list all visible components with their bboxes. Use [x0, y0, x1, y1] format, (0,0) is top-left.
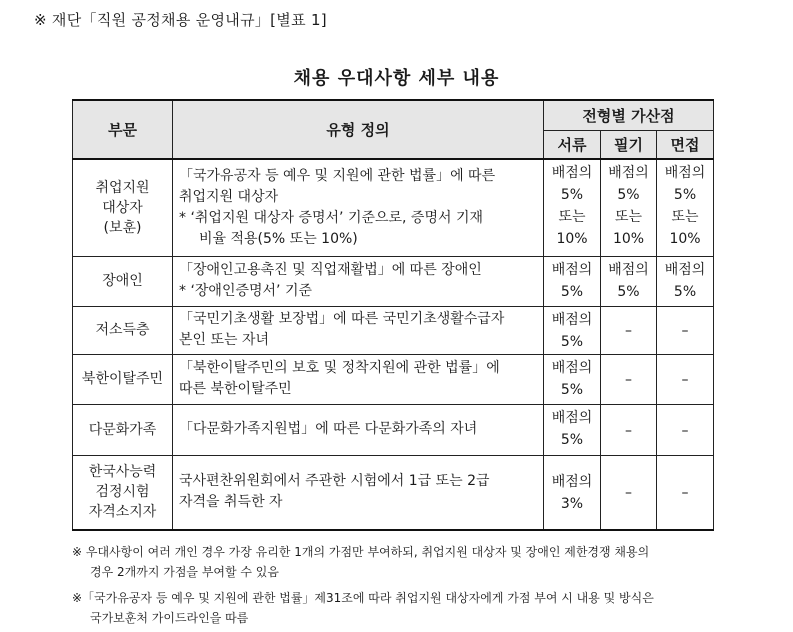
- doc-score-cell: 배점의 5% 또는 10%: [544, 159, 601, 256]
- doc-score-cell: 배점의 5%: [544, 354, 601, 404]
- interview-score-cell: –: [657, 404, 714, 455]
- table-row: [73, 455, 714, 530]
- written-score-cell: 배점의 5%: [601, 256, 657, 306]
- written-score-cell: 배점의 5% 또는 10%: [601, 159, 657, 256]
- footnote: ※「국가유공자 등 예우 및 지원에 관한 법률」제31조에 따라 취업지원 대상자에게 가점 부여 시 내용 및 방식은 국가보훈처 가이드라인을 따름: [72, 591, 654, 625]
- footnote: ※ 우대사항이 여러 개인 경우 가장 유리한 1개의 가점만 부여하되, 취업지원 대상자 및 장애인 제한경쟁 채용의 경우 2개까지 가점을 부여할 수 있음: [72, 545, 650, 579]
- category-cell: 다문화가족: [73, 404, 173, 455]
- interview-score-cell: –: [657, 455, 714, 530]
- page-title: 채용 우대사항 세부 내용: [293, 68, 500, 89]
- definition-cell: 「다문화가족지원법」에 따른 다문화가족의 자녀: [173, 404, 544, 455]
- header-bonus-group: 전형별 가산점: [544, 100, 714, 130]
- table-row: [73, 306, 714, 354]
- doc-score-cell: 배점의 3%: [544, 455, 601, 530]
- doc-score-cell: 배점의 5%: [544, 256, 601, 306]
- definition-cell: 「장애인고용촉진 및 직업재활법」에 따른 장애인 * ‘장애인증명서’ 기준: [173, 256, 544, 306]
- header-category: 부문: [73, 100, 173, 159]
- header-note: ※ 재단「직원 공정채용 운영내규」[별표 1]: [34, 11, 327, 29]
- interview-score-cell: –: [657, 354, 714, 404]
- category-cell: 한국사능력 검정시험 자격소지자: [73, 455, 173, 530]
- written-score-cell: –: [601, 404, 657, 455]
- written-score-cell: –: [601, 354, 657, 404]
- doc-score-cell: 배점의 5%: [544, 404, 601, 455]
- table-row: [73, 404, 714, 455]
- header-written: 필기: [601, 130, 657, 159]
- table-row: [73, 159, 714, 256]
- definition-cell: 「국가유공자 등 예우 및 지원에 관한 법률」에 따른 취업지원 대상자 * ‘취업지원 대상자 증명서’ 기준으로, 증명서 기재 비율 적용(5% 또는 10%): [173, 159, 544, 256]
- header-doc: 서류: [544, 130, 601, 159]
- category-cell: 장애인: [73, 256, 173, 306]
- table-row: [73, 354, 714, 404]
- category-cell: 취업지원 대상자 (보훈): [73, 159, 173, 256]
- interview-score-cell: 배점의 5% 또는 10%: [657, 159, 714, 256]
- definition-cell: 「북한이탈주민의 보호 및 정착지원에 관한 법률」에 따른 북한이탈주민: [173, 354, 544, 404]
- header-interview: 면접: [657, 130, 714, 159]
- interview-score-cell: –: [657, 306, 714, 354]
- doc-score-cell: 배점의 5%: [544, 306, 601, 354]
- category-cell: 저소득층: [73, 306, 173, 354]
- category-cell: 북한이탈주민: [73, 354, 173, 404]
- definition-cell: 「국민기초생활 보장법」에 따른 국민기초생활수급자 본인 또는 자녀: [173, 306, 544, 354]
- header-definition: 유형 정의: [173, 100, 544, 159]
- preference-table: [72, 99, 714, 531]
- definition-cell: 국사편찬위원회에서 주관한 시험에서 1급 또는 2급 자격을 취득한 자: [173, 455, 544, 530]
- written-score-cell: –: [601, 306, 657, 354]
- interview-score-cell: 배점의 5%: [657, 256, 714, 306]
- table-row: [73, 256, 714, 306]
- written-score-cell: –: [601, 455, 657, 530]
